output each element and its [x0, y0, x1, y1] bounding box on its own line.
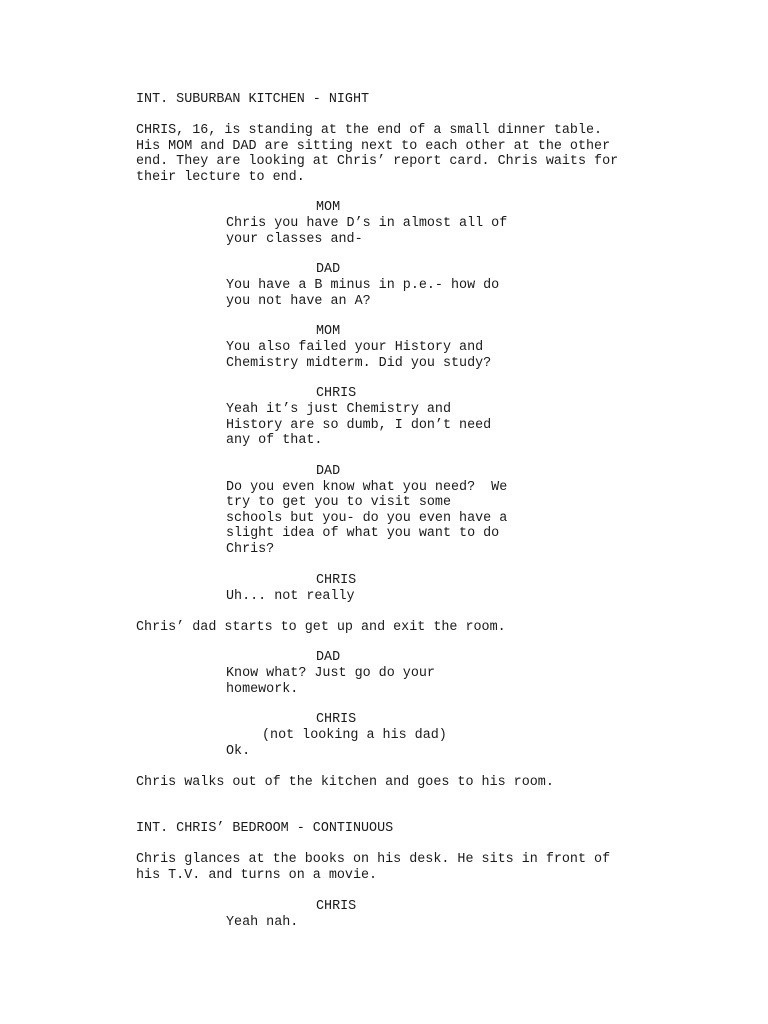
action-line: their lecture to end. — [136, 169, 305, 185]
dialogue-line: You also failed your History and — [226, 340, 484, 355]
character-cue-chris: CHRIS — [316, 573, 357, 588]
action-line: Chris’ dad starts to get up and exit the room. — [136, 620, 506, 635]
dialogue-line: Uh... not really — [226, 588, 355, 604]
dialogue-line: You have a B minus in p.e.- how do — [226, 278, 500, 293]
dialogue-line: schools but you- do you even have a — [226, 510, 508, 526]
dialogue-line: your classes and- — [226, 231, 363, 247]
dialogue-line: Chris? — [226, 541, 275, 557]
dialogue-line: homework. — [226, 681, 299, 697]
dialogue-line: Ok. — [226, 743, 251, 759]
dialogue-line: Know what? Just go do your — [226, 666, 435, 681]
character-cue-chris: CHRIS — [316, 712, 357, 727]
action-line: end. They are looking at Chris’ report card. Chris waits for — [136, 154, 619, 169]
action-line: CHRIS, 16, is standing at the end of a small dinner table. — [136, 123, 603, 138]
character-cue-mom: MOM — [316, 324, 341, 339]
dialogue-line: any of that. — [226, 433, 323, 448]
action-line: His MOM and DAD are sitting next to each other at the other — [136, 138, 611, 154]
character-cue-chris: CHRIS — [316, 386, 357, 401]
dialogue-line: Chemistry midterm. Did you study? — [226, 355, 492, 371]
dialogue-line: Do you even know what you need? We — [226, 479, 508, 495]
character-cue-dad: DAD — [316, 262, 341, 277]
dialogue-line: History are so dumb, I don’t need — [226, 417, 492, 433]
dialogue-line: try to get you to visit some — [226, 495, 451, 510]
parenthetical: (not looking a his dad) — [262, 728, 447, 743]
action-line: Chris glances at the books on his desk. He sits in front of — [136, 852, 611, 867]
dialogue-line: you not have an A? — [226, 293, 371, 309]
character-cue-dad: DAD — [316, 464, 341, 479]
scene-heading-kitchen: INT. SUBURBAN KITCHEN - NIGHT — [136, 92, 370, 107]
dialogue-line: slight idea of what you want to do — [226, 526, 500, 541]
dialogue-line: Yeah it’s just Chemistry and — [226, 402, 451, 417]
dialogue-line: Yeah nah. — [226, 915, 299, 930]
action-line: his T.V. and turns on a movie. — [136, 867, 378, 883]
character-cue-chris: CHRIS — [316, 899, 357, 914]
character-cue-dad: DAD — [316, 650, 341, 665]
dialogue-line: Chris you have D’s in almost all of — [226, 216, 508, 231]
character-cue-mom: MOM — [316, 200, 341, 215]
scene-heading-bedroom: INT. CHRIS’ BEDROOM - CONTINUOUS — [136, 821, 394, 836]
action-line: Chris walks out of the kitchen and goes to his room. — [136, 775, 554, 790]
